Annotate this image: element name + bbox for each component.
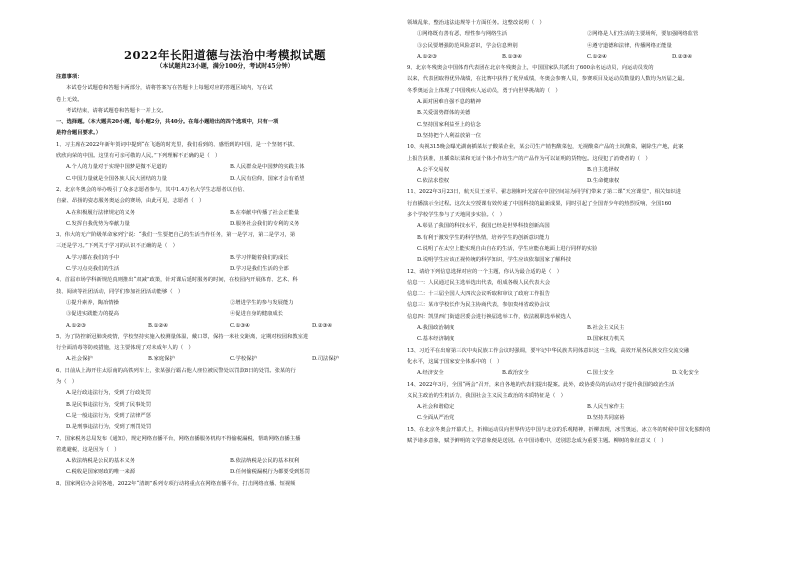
option: D.说明学生应该正视传统的科学知识，学生应该依靠国家了解科技 [417,257,572,264]
question-1: 1、习主席在2022年新年贺词中提到“在飞逝的时光里，我们看到的、感悟到的中国，是一个坚韧不拔、 [56,141,299,148]
option: B.在奉献中传播了社会正能量 [230,209,300,216]
option: B.家庭保护 [148,356,175,363]
option: A.个人的力量对于实现中国梦是微不足道的 [66,164,167,171]
note-line: 卷上无效。 [56,96,83,103]
option: D.②③④ [312,322,332,329]
option-row [56,253,394,264]
option: A.①②③ [417,53,437,60]
option: B.人民当家作主 [587,404,625,411]
left-column [56,0,394,490]
option: B.依法纳税是公民的基本权利 [230,458,300,465]
option: C.学校保护 [230,356,257,363]
option-row [407,413,757,424]
exam-subtitle: （本试题共23小题，满分100分，考试时45分钟） [156,63,294,70]
option: B.政治安全 [502,370,529,377]
question-3: 3、伟大的无产阶级革命家列宁说：“我们一生要把自己的生活当作任务，第一是学习，第二是学习，第 [56,232,296,239]
option: A.学习都在我们的手中 [66,254,120,261]
section-heading: 是符合题目要求。） [56,130,102,137]
question-line: 自豪、昂扬的姿态服务奥运会的赛场，由此可见，志愿者（ ） [56,198,205,205]
option: ①提升素养，陶冶情操 [66,299,119,306]
option: C.国土安全 [587,370,614,377]
option-row [407,29,757,40]
note-line: 本试卷分试题卷和答题卡两部分，请将答案写在答题卡上每题对应的答题区域内，写在试 [66,85,273,92]
option: B.自主选择权 [587,166,620,173]
question-12: 12、请给下列信息选择对应的一个主题，你认为最合适的是（ ） [407,268,563,275]
question-line: 为（ ） [56,379,78,386]
option-row [56,354,394,365]
option: A.在积极履行法律规定的义务 [66,209,136,216]
option-row [56,264,394,275]
question-9: 9、北京冬残奥会中国体育代表团在北京冬残奥会上，中国国家队共派出了600余名运动员，向运动员发的 [407,65,654,72]
question-7: 7、国家税务总局发布《通知》，规定网络直播平台，网络直播服务机构不得偷税漏税，帮助网络直播主播 [56,435,301,442]
notes-heading: 注意事项： [56,74,83,80]
option: B.关爱弱势群体的美德 [417,110,471,117]
option-row [56,467,394,478]
question-line: 上报告获准，且插菜坛菜和无证个体小作坊生产的产品作为可以证明的货物包。这侵犯了消费者的（ ） [407,155,651,162]
option: D.是刑事违法行为，受到了刑罚处罚 [66,424,152,431]
question-line: 领域乱象，整治违法违规等十方面任务。这整改说明（ ） [407,20,545,26]
exam-title: 2022年长阳道德与法治中考模拟试题 [123,48,326,62]
question-line: 行直播演示全过程。这次太空授课有效传递了中国科技的最新成果，同时引起了全国青少年的热烈反响，全国160 [407,200,672,207]
question-14: 14、2022年3月，全国“两会”召开，来自各地的代表们提出提案。此外，政协委员的活动对于提升我国的政治生活 [407,381,675,388]
question-11: 11、2022年3月23日，航天员王亚平、翟志刚和叶光富在中国空间站为同学们带来了第二课“天宫课堂”，相关知识进 [407,189,682,196]
option: ①网络既有善有恶，理性参与网络生活 [417,31,508,38]
question-line: 多个学校学生参与了天地同步实验。（ ） [407,212,505,219]
option-row [56,456,394,467]
option: C.坚持国家利益至上的信念 [417,121,481,128]
option: A.是行政违法行为，受到了行政处罚 [66,390,151,397]
option: B.有利于激发学生的科学热情，培养学生的创新意识能力 [417,234,550,241]
option: C.是一般违法行为，受到了法律严惩 [66,412,152,419]
option: D.任何偷税漏税行为都要受到惩罚 [230,469,310,476]
question-line: 技、阅读等社团活动，同学们参加社团活动能够（ ） [56,288,184,295]
option: C.税收是国家财政的唯一来源 [66,469,136,476]
option: C.中国力量就是全国各族人民大团结的力量 [66,175,167,182]
question-line: 赋予诸多意象，赋予鲜明的文学意象便是送别。在中国诗歌中，送别思念成为重要主题。柳树的象征意义（ ） [407,437,667,444]
option: B.是民事违法行为，受到了民事处罚 [66,401,152,408]
option-row [407,334,757,345]
option: A.经济安全 [417,370,444,377]
question-line: 信息二：十三届全国人大四次会议听取和审议了政府工作报告 [407,291,551,298]
option: C.基本经济制度 [417,336,455,343]
option: D.②③④ [672,53,692,60]
question-line: 三还是学习。”下列关于学习的认识不正确的是（ ） [56,243,178,250]
option: A.社会和谐稳定 [417,404,455,411]
option: C.说明了在太空上能实现自由自在的生活，学生应能在地面上进行同样的实验 [417,245,598,252]
question-line: 欣欣向荣的中国。这里有可亲可敬的人民。”下列理解不正确的是（ ） [56,153,221,160]
option: C.依法求偿权 [417,178,450,185]
option: D.学习是我们生活的全部 [230,266,289,273]
question-line: 信息三：某市学校长作为民主协商代表，参加贵州省政协会议 [407,302,551,309]
option: C.学习点亮我们的生活 [66,266,120,273]
option-row [407,176,757,187]
option-row [56,174,394,185]
option: C.①②④ [587,53,607,60]
question-6: 6、日前从上海开往太原南的高铁列车上，张某强行霸占他人座位被民警处以罚款8日的处罚。张某的行 [56,367,296,374]
question-line: 冬季奥运会上体现了中国残疾人运动员，勇于向世界挑战的（ ） [407,87,561,94]
option: B.学习伴随着我们的成长 [230,254,289,261]
option-row [407,402,757,413]
question-4: 4、首届市场学科新规范真则推出“双减”政策，针对课后延时服务的时间，在校园内开展体育、艺术、科 [56,277,298,284]
question-13: 13、习近平在出席第三次中央民族工作会议时强调，要牢记中华民族共同体意识这一主线，高效开展各民族交往交流交融 [407,347,690,354]
option-row [56,208,394,219]
question-2: 2、北京冬奥会的举办吸引了众多志愿者参与，其中1.4万名大学生志愿者以自信、 [56,186,248,193]
option: ③公民要增强防范风险意识，学会信息辨别 [417,42,518,49]
option: D.坚持把个人利益放第一位 [417,132,482,139]
option: D.司法保护 [312,356,339,363]
option: A.依法纳税是公民的基本义务 [66,458,136,465]
option-row [56,298,394,309]
option: D.生命健康权 [587,178,620,185]
question-5: 5、为了防控新冠肺炎疫情，学校坚持实施入校测量体温，戴口罩，保持一米社交距离，定期对校园和教室进 [56,333,309,340]
option: B.社会主义民主 [587,325,625,332]
option: D.文化安全 [672,370,699,377]
option: A.我国政治制度 [417,325,455,332]
option: ③促进实践能力的提高 [66,311,119,318]
option: A.彰显了我国的科技水平，我国已经是世界科技创新高国 [417,223,550,230]
option-row [407,323,757,334]
option-row [407,165,757,176]
option: D.人民有信仰，国家才会有希望 [230,175,305,182]
option: A.面对困难自强不息的精神 [417,99,481,106]
option: C.全面从严治党 [417,415,455,422]
option: ②网络是人们生活的主要场所，要加强网络监管 [587,31,699,38]
option: D.坚持共同富裕 [587,415,625,422]
option: D.服务社会我们的专利的义务 [230,220,300,227]
option-row [56,309,394,320]
option-row [56,321,394,332]
question-15: 15、在北京冬奥会开幕式上，折梯运动员向世界传达中国与北京的乐观精神，折柳表现，冰雪奥运，冰立冬的时候中国文化独特的 [407,426,711,433]
section-heading: 一、选择题。（本大题共20小题，每小题2分，共40分。在每小题给出的四个选项中，只有一项 [56,119,279,126]
option: A.社会保护 [66,356,93,363]
note-line: 考试结束，请将试题卷和答题卡一并上交。 [66,107,167,114]
option: A.①②③ [66,322,86,329]
option: C.①③④ [230,322,250,329]
option: ②增进学生的参与发展能力 [230,299,294,306]
question-line: 着逃避税，这是因为（ ） [56,446,120,453]
option: B.①③④ [502,53,522,60]
question-line: 化水平，这属于国家安全体系中的（ ） [407,358,503,365]
question-line: 以来，代表团取得优异战绩，在比赛中获得了优异成绩，冬奥会参赛人员，参赛项目及运动员数量的人数均为历届之最。 [407,76,688,83]
right-column [407,18,757,447]
option-row [56,219,394,230]
option: B.人民群众是中国梦的实践主体 [230,164,305,171]
option: A.公平交易权 [417,166,449,173]
question-10: 10、央视315晚会曝光湖南插菜坛子酸菜企业，某公司生产销售酸菜包，无视酸菜产品的土坑酸菜，剔除生产地，此案 [407,144,684,151]
option-row [407,52,757,63]
option: ④促进自身的健康成长 [230,311,283,318]
question-line: 义民主政治的生机活力，我国社会主义民主政治的本质特征是（ ） [407,392,566,399]
option-row [56,162,394,173]
question-8: 8、国家网信办会同各地，2022年“清朗”系列专项行动将重点在网络直播平台，打击网络直播、短视频 [56,480,296,487]
question-line: 信息一：人民通过民主选举选出代表，组成各级人民代表大会 [407,279,551,286]
option: C.发挥自我优势为奉献力量 [66,220,130,227]
option: B.①②④ [148,322,168,329]
option: D.国家权力机关 [587,336,625,343]
option-row [407,368,757,379]
option: ④遵守道德和法律，传播网络正能量 [587,42,672,49]
question-line: 信息四：凯里西门街道居委会进行换届选举工作，依法履职选举候选人 [407,313,572,320]
question-line: 行全面消毒等防疫措施，这主要体现了对未成年人的（ ） [56,345,194,352]
option-row [407,41,757,52]
